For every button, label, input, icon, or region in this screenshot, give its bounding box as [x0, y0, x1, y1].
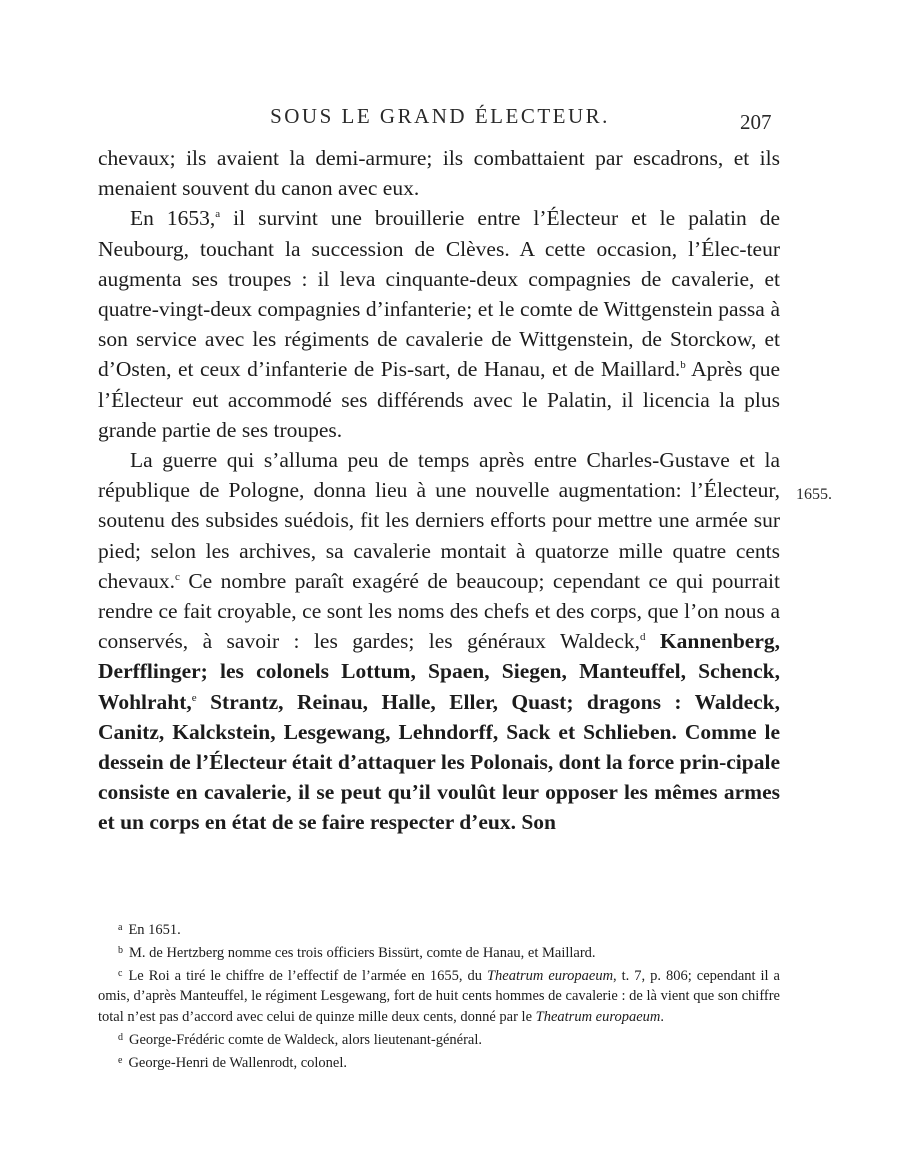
paragraph-3 — [98, 445, 780, 838]
paragraph-3-part-d: Strantz, Reinau, Halle, Eller, Quast; dragons : Waldeck, Canitz, Kalckstein, Lesgewang, Lehndorff, Sack et Schlieben. Comme le dessein de l’Électeur était d’attaquer les Polonais, dont la force prin-cipale consiste en cavalerie, il se peut qu’il voulût leur opposer les mêmes armes et un corps en état de se faire respecter d’eux. Son — [98, 689, 780, 835]
footnote-mark-b: b — [118, 944, 123, 956]
footnote-ref-d: d — [640, 631, 646, 644]
footnote-d — [98, 1028, 780, 1051]
paragraph-2-part-a: En 1653, — [130, 206, 216, 231]
footnote-c-title-1: Theatrum europaeum — [486, 967, 614, 984]
running-title: SOUS LE GRAND ÉLECTEUR. — [270, 104, 610, 128]
paragraph-2-part-b: il survint une brouillerie entre l’Électeur et le palatin de Neubourg, touchant la succession de Clèves. A cette occasion, l’Élec-teur augmenta ses troupes : il leva cinquante-deux compagnies de cavalerie, et quatre-vingt-deux compagnies d’infanterie; et le comte de Wittgenstein passa à son service avec les régiments de cavalerie de Wittgenstein, de Storckow, et d’Osten, et ceux d’infanterie de Pis-sart, de Hanau, et de Maillard. — [98, 206, 780, 382]
footnote-e-text: George-Henri de Wallenrodt, colonel. — [128, 1054, 347, 1071]
footnote-ref-e: e — [191, 691, 197, 704]
footnote-mark-d: d — [118, 1031, 123, 1043]
paragraph-3-part-a: La guerre qui s’alluma peu de temps après entre Charles-Gustave et la république de Pologne, donna lieu à une nouvelle augmentation: l’Électeur, soutenu des subsides suédois, fit les derniers efforts pour mettre une armée sur pied; selon les archives, sa cavalerie montait à quatorze mille quatre cents chevaux. — [98, 448, 780, 593]
margin-year-note: 1655. — [796, 486, 832, 503]
footnote-ref-a: a — [215, 208, 221, 221]
paragraph-1: chevaux; ils avaient la demi-armure; ils combattaient par escadrons, et ils menaient souvent du canon avec eux. — [98, 146, 780, 201]
paragraph-3-part-c: Kannenberg, Derfflinger; les colonels Lottum, Spaen, Siegen, Manteuffel, Schenck, Wohlraht, — [98, 629, 780, 714]
paragraph-2 — [98, 203, 780, 445]
footnote-a — [98, 918, 780, 941]
footnote-c-title-2: Theatrum europaeum — [535, 1009, 661, 1026]
footnote-a-text: En 1651. — [128, 922, 181, 938]
footnote-ref-b: b — [680, 359, 686, 372]
footnote-d-text: George-Frédéric comte de Waldeck, alors lieutenant-général. — [129, 1031, 482, 1048]
footnote-b — [98, 941, 780, 964]
footnote-ref-c: c — [175, 570, 180, 583]
footnote-mark-c: c — [118, 967, 123, 979]
footnote-mark-a: a — [118, 922, 123, 933]
footnotes — [98, 918, 780, 1074]
footnote-c — [98, 964, 780, 1028]
footnote-c-text-3: . — [660, 1009, 664, 1026]
paragraph-2-part-c: Après que l’Électeur eut accommodé ses différends avec le Palatin, il licencia la plus grande partie de ses troupes. — [98, 357, 780, 442]
footnote-e — [98, 1051, 780, 1074]
footnote-c-text-2: , t. 7, p. 806; cependant il a omis, d’après Manteuffel, le régiment Lesgewang, fort de huit cents hommes de cavalerie : de là vient que son chiffre total n’est pas d’accord avec celui de quinze mille deux cents, donné par le — [98, 967, 780, 1026]
paragraph-3-part-b: Ce nombre paraît exagéré de beaucoup; cependant ce qui pourrait rendre ce fait croyable, ce sont les noms des chefs et des corps, que l’on nous a conservés, à savoir : les gardes; les généraux Waldeck, — [98, 568, 780, 654]
page-number: 207 — [740, 110, 772, 134]
page-header — [0, 104, 900, 134]
footnote-c-text-1: Le Roi a tiré le chiffre de l’effectif de l’armée en 1655, du — [128, 967, 487, 984]
footnote-b-text: M. de Hertzberg nomme ces trois officiers Bissürt, comte de Hanau, et Maillard. — [129, 944, 596, 961]
footnote-mark-e: e — [118, 1054, 123, 1066]
main-text — [98, 143, 780, 838]
